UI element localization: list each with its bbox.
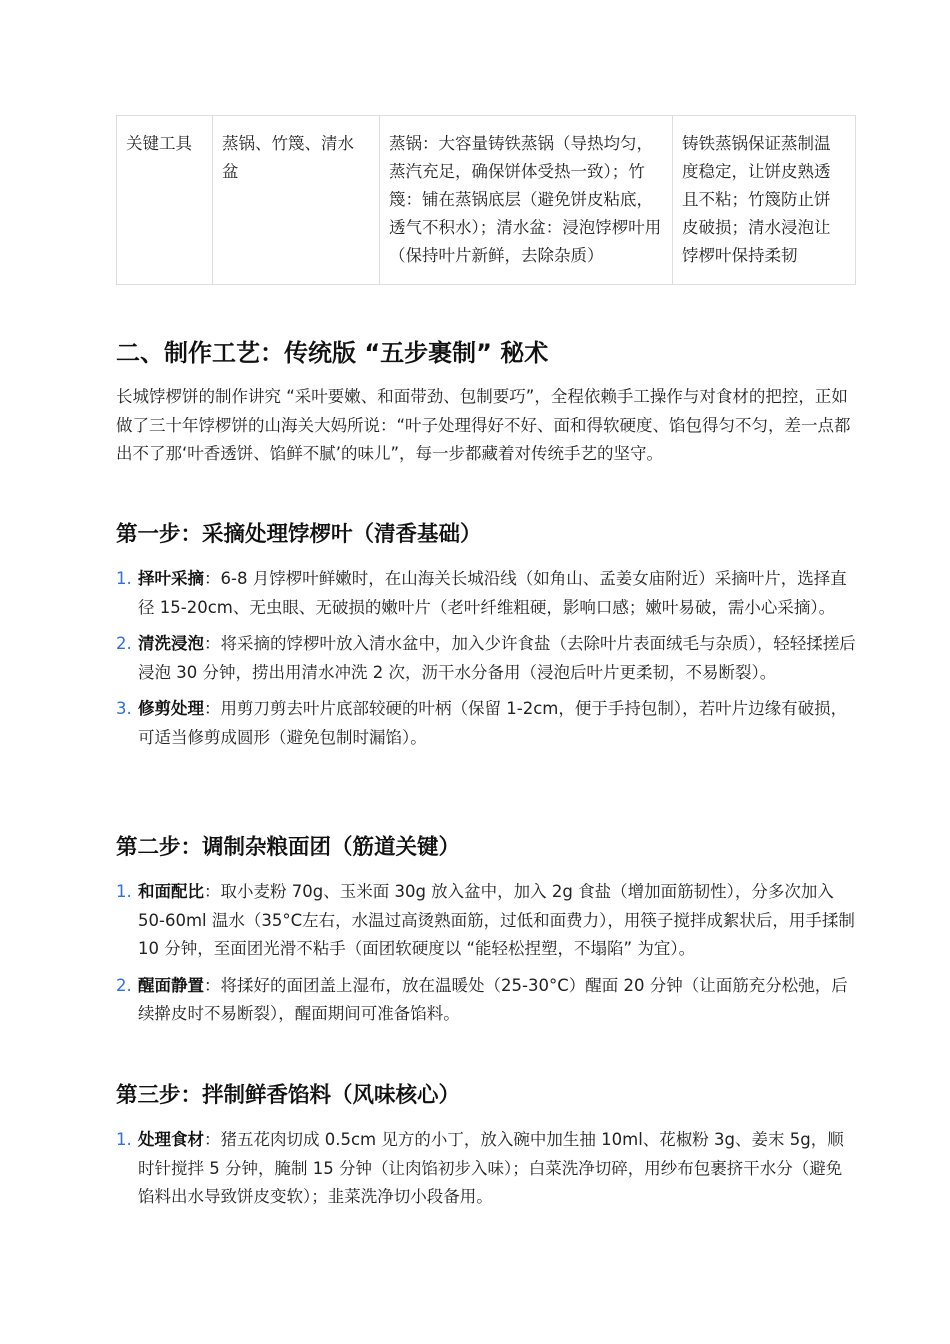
list-item [116, 1126, 856, 1212]
item-label: 醒面静置 [138, 975, 204, 995]
document-page [116, 115, 856, 1206]
table-cell-items: 蒸锅、竹篾、清水盆 [213, 116, 380, 285]
item-label: 清洗浸泡 [138, 634, 204, 653]
item-label: 和面配比 [138, 882, 204, 901]
list-item [116, 695, 856, 752]
item-text: ：用剪刀剪去叶片底部较硬的叶柄（保留 1-2cm，便于手持包制），若叶片边缘有破损，可适当修剪成圆形（避免包制时漏馅）。 [138, 699, 848, 747]
item-text: ：将揉好的面团盖上湿布，放在温暖处（25-30°C）醒面 20 分钟（让面筋充分松弛，后续擀皮时不易断裂），醒面期间可准备馅料。 [138, 975, 848, 1023]
item-text: ：取小麦粉 70g、玉米面 30g 放入盆中，加入 2g 食盐（增加面筋韧性），分多次加入 50-60ml 温水（35°C左右，水温过高烫熟面筋，过低和面费力），用筷子搅拌成絮状后，用手揉制 10 分钟，至面团光滑不粘手（面团软硬度以 “能轻松捏塑，不塌陷” 为宜）。 [138, 882, 855, 958]
list-number: 3. [116, 699, 132, 718]
item-text: ：6-8 月饽椤叶鲜嫩时，在山海关长城沿线（如角山、孟姜女庙附近）采摘叶片，选择直径 15-20cm、无虫眼、无破损的嫩叶片（老叶纤维粗硬，影响口感；嫩叶易破，需小心采摘）。 [138, 569, 847, 617]
list-number: 2. [116, 634, 132, 653]
table-cell-purpose: 铸铁蒸锅保证蒸制温度稳定，让饼皮熟透且不粘；竹篾防止饼皮破损；清水浸泡让饽椤叶保持柔韧 [673, 116, 856, 285]
step-2-title: 第二步：调制杂粮面团（筋道关键） [116, 835, 461, 860]
table-row [117, 116, 856, 285]
list-item [116, 972, 856, 1029]
table-cell-details: 蒸锅：大容量铸铁蒸锅（导热均匀，蒸汽充足，确保饼体受热一致）；竹篾：铺在蒸锅底层（避免饼皮粘底，透气不积水）；清水盆：浸泡饽椤叶用（保持叶片新鲜，去除杂质） [380, 116, 673, 285]
list-item [116, 630, 856, 687]
item-label: 处理食材 [138, 1130, 204, 1149]
item-label: 修剪处理 [138, 699, 204, 718]
section-title: 二、制作工艺：传统版 “五步裹制” 秘术 [116, 339, 549, 367]
step-3-title: 第三步：拌制鲜香馅料（风味核心） [116, 1083, 461, 1108]
list-number: 1. [116, 882, 132, 901]
list-item [116, 565, 856, 622]
list-number: 1. [116, 1130, 132, 1149]
step-1-title: 第一步：采摘处理饽椤叶（清香基础） [116, 522, 482, 547]
item-text: ：猪五花肉切成 0.5cm 见方的小丁，放入碗中加生抽 10ml、花椒粉 3g、姜末 5g，顺时针搅拌 5 分钟，腌制 15 分钟（让肉馅初步入味）；白菜洗净切碎，用纱布包裹挤干水分（避免馅料出水导致饼皮变软）；韭菜洗净切小段备用。 [138, 1130, 844, 1206]
table-cell-category: 关键工具 [117, 116, 213, 285]
item-label: 择叶采摘 [138, 569, 204, 588]
list-number: 2. [116, 975, 132, 995]
section-intro: 长城饽椤饼的制作讲究 “采叶要嫩、和面带劲、包制要巧”，全程依赖手工操作与对食材的把控，正如做了三十年饽椤饼的山海关大妈所说：“叶子处理得好不好、面和得软硬度、馅包得匀不匀，差一点都出不了那‘叶香透饼、馅鲜不腻’的味儿”，每一步都藏着对传统手艺的坚守。 [116, 387, 851, 463]
tools-table [116, 115, 856, 285]
step-1-list [116, 565, 856, 760]
item-text: ：将采摘的饽椤叶放入清水盆中，加入少许食盐（去除叶片表面绒毛与杂质），轻轻揉搓后浸泡 30 分钟，捞出用清水冲洗 2 次，沥干水分备用（浸泡后叶片更柔韧，不易断裂）。 [138, 634, 856, 682]
step-3-list [116, 1126, 856, 1220]
list-item [116, 878, 856, 964]
step-2-list [116, 878, 856, 1037]
list-number: 1. [116, 569, 132, 588]
